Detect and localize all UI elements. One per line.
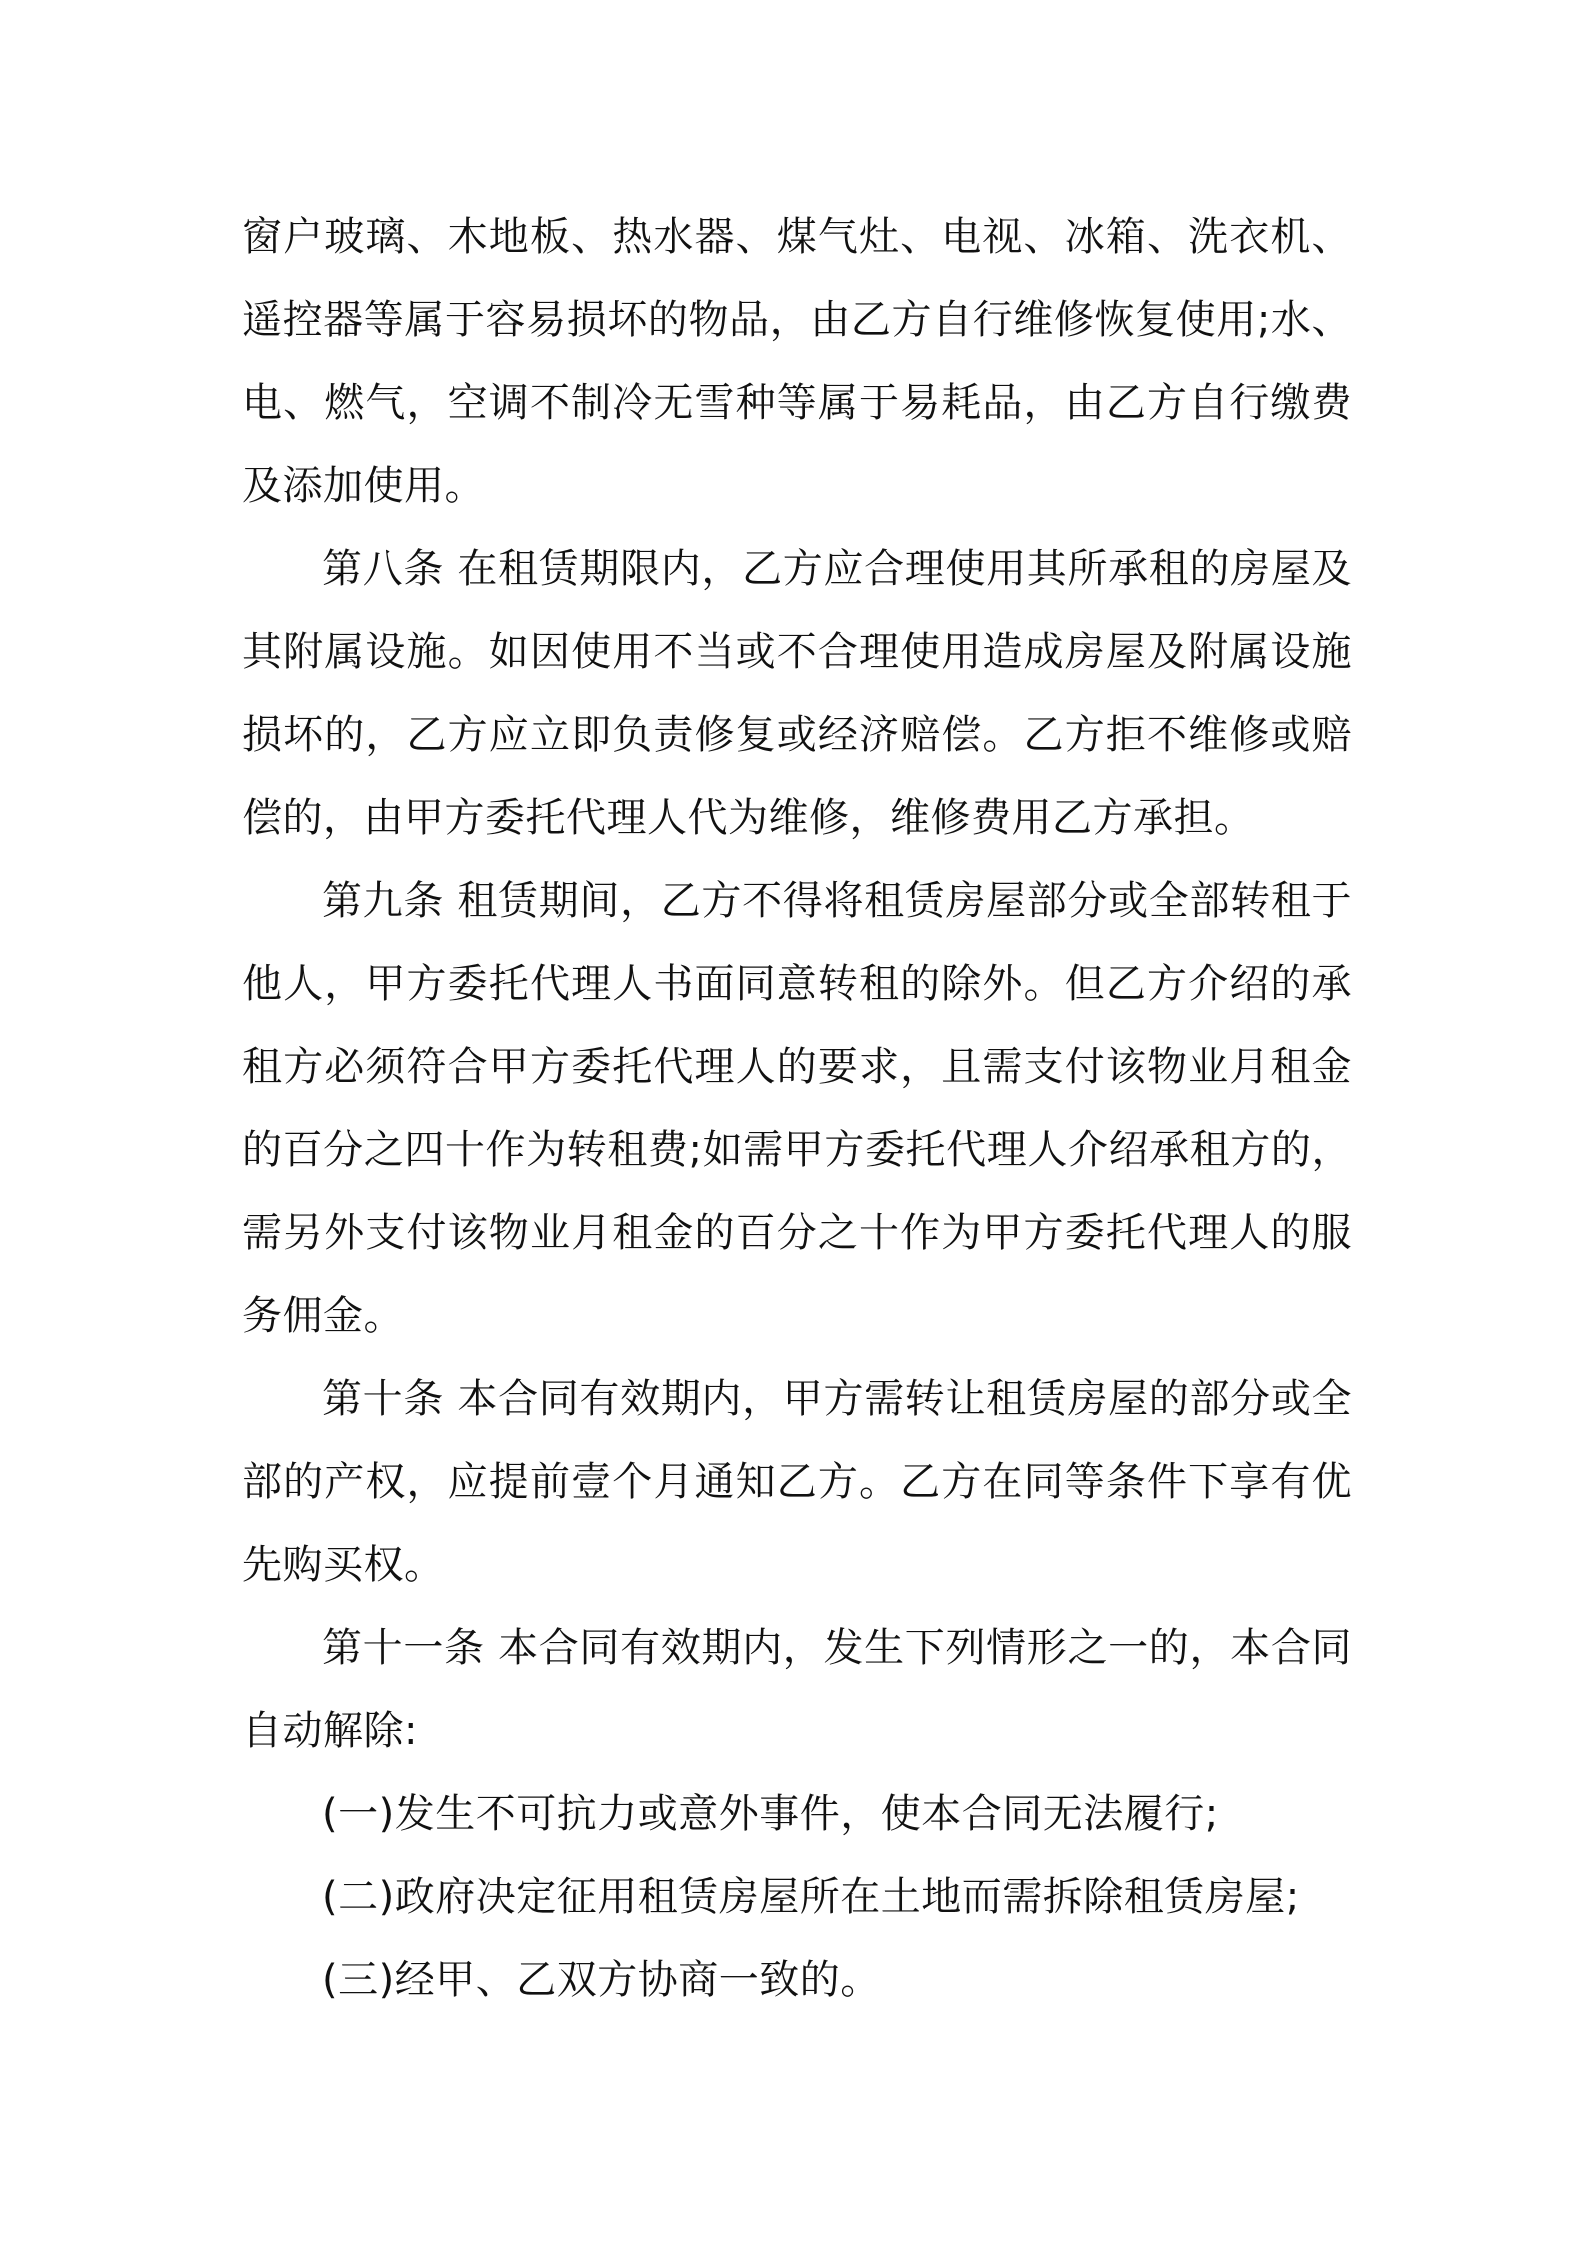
document-body — [242, 196, 1352, 2022]
paragraph-article-10: 第十条 本合同有效期内，甲方需转让租赁房屋的部分或全部的产权，应提前壹个月通知乙方。乙方在同等条件下享有优先购买权。 — [242, 1376, 1352, 1588]
list-item-clause-3: (三)经甲、乙双方协商一致的。 — [322, 1957, 881, 2003]
paragraph-continuation: 窗户玻璃、木地板、热水器、煤气灶、电视、冰箱、洗衣机、遥控器等属于容易损坏的物品，由乙方自行维修恢复使用;水、电、燃气，空调不制冷无雪种等属于易耗品，由乙方自行缴费及添加使用。 — [242, 214, 1352, 509]
paragraph-article-11: 第十一条 本合同有效期内，发生下列情形之一的，本合同自动解除: — [242, 1625, 1352, 1754]
paragraph-article-9: 第九条 租赁期间，乙方不得将租赁房屋部分或全部转租于他人，甲方委托代理人书面同意转租的除外。但乙方介绍的承租方必须符合甲方委托代理人的要求，且需支付该物业月租金的百分之四十作为转租费;如需甲方委托代理人介绍承租方的，需另外支付该物业月租金的百分之十作为甲方委托代理人的服务佣金。 — [242, 878, 1352, 1339]
list-item-clause-1: (一)发生不可抗力或意外事件，使本合同无法履行; — [322, 1791, 1219, 1837]
paragraph-article-8: 第八条 在租赁期限内，乙方应合理使用其所承租的房屋及其附属设施。如因使用不当或不合理使用造成房屋及附属设施损坏的，乙方应立即负责修复或经济赔偿。乙方拒不维修或赔偿的，由甲方委托代理人代为维修，维修费用乙方承担。 — [242, 546, 1352, 841]
list-item-clause-2: (二)政府决定征用租赁房屋所在土地而需拆除租赁房屋; — [322, 1874, 1300, 1920]
